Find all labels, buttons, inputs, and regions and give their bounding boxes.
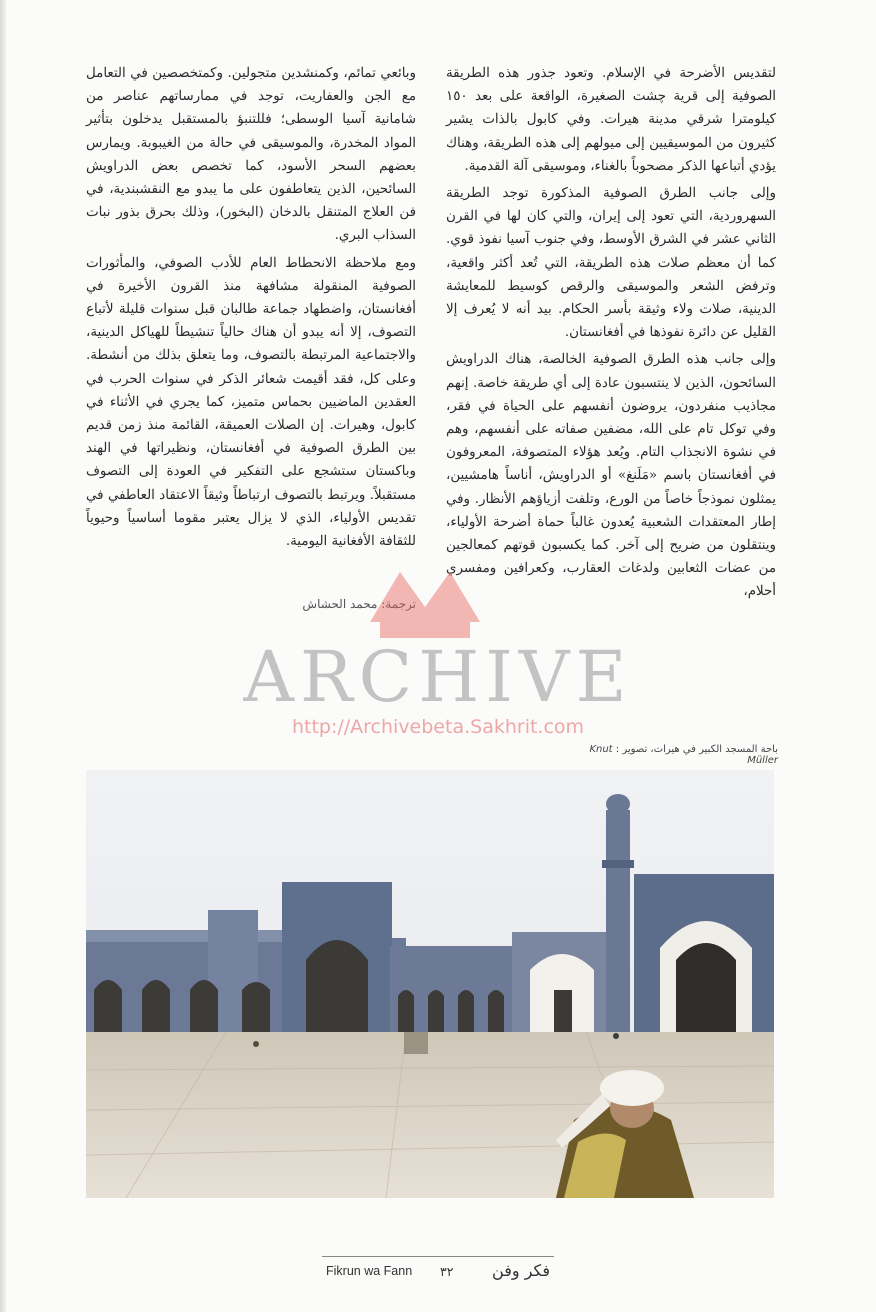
paragraph: وإلى جانب هذه الطرق الصوفية الخالصة، هناك الدراويش السائحون، الذين لا ينتسبون عادة إلى أي طريقة خاصة. إنهم مجاذيب منفردون، يروضون أنفسهم على الحياة في فقر، وفي توكل تام على الله، مضفين صفاته على أنفسهم، وهم في نشوة الانجذاب التام. ويُعد هؤلاء المتصوفة، المعروفون في أفغانستان باسم «مَلَنغ» أو الدراويش، أناساً هامشيين، يمثلون نموذجاً خاصاً من الورع، وتلفت أزياؤهم الأنظار. وفي إطار المعتقدات الشعبية يُعدون غالباً حماة أضرحة الأولياء، وينتقلون من ضريح إلى آخر. كما يكسبون قوتهم كمعالجين من عضات الثعابين ولدغات العقارب، وكعرافين ومفسري أحلام، <box>446 352 776 600</box>
paragraph: لتقديس الأضرحة في الإسلام. وتعود جذور هذه الطريقة الصوفية إلى قرية چشت الصغيرة، الواقعة على بعد ١٥٠ كيلومترا شرقي مدينة هيرات. وفي كابول بالذات يشير كثيرون من الموسيقيين إلى ميولهم إلى هذه الطريقة، وهناك يؤدي أتباعها الذكر مصحوباً بالغناء، وموسيقى آلة القدمية. <box>446 66 776 174</box>
watermark-title: ARCHIVE <box>243 636 633 718</box>
caption-text: باحة المسجد الكبير في هيرات، تصوير : <box>615 744 778 755</box>
paragraph: وإلى جانب الطرق الصوفية المذكورة توجد الطريقة السهروردية، التي تعود إلى إيران، والتي كان لها في القرن الثاني عشر في الشرق الأوسط، وفي جنوب آسيا نفوذ قوي. كما أن معظم صلات هذه الطريقة، التي تُعد أكثر واقعية، وترفض الشعر والموسيقى والرقص كوسيط للمعايشة الدينية، صلات ولاء وثيقة بأسر الحكام. بيد أنه لا يُعرف إلا القليل عن دائرة نفوذها في أفغانستان. <box>446 186 776 341</box>
mosque-courtyard-photo <box>86 770 774 1198</box>
paragraph: وبائعي تمائم، وكمنشدين متجولين. وكمتخصصين في التعامل مع الجن والعفاريت، توجد في ممارساتهم عناصر من شامانية آسيا الوسطى؛ فللتنبؤ بالمستقبل يدخلون بتأثير المواد المخدرة، والموسيقى في حالة من الغيبوبة. ويمارس بعضهم السحر الأسود، كما تخصص بعض الدراويش السائحين، الذين يتعاطفون على ما يبدو مع النقشبندية، في فن العلاج المتنقل بالدخان (البخور)، وذلك بحرق بذور نبات السذاب البري. <box>86 66 416 244</box>
footer-rule <box>322 1256 554 1257</box>
translator-credit: ترجمة: محمد الحشاش <box>302 597 416 612</box>
mosque-illustration <box>86 770 774 1198</box>
page-number: ٣٢ <box>440 1264 454 1279</box>
watermark-url: http://Archivebeta.Sakhrit.com <box>291 716 585 738</box>
magazine-name-ar: فكر وفن <box>492 1261 550 1280</box>
photo-credit: Knut Müller <box>589 744 778 766</box>
article-column-left <box>86 62 416 620</box>
watermark-logo-icon <box>360 562 490 642</box>
article-column-right <box>446 62 776 608</box>
paragraph: ومع ملاحظة الانحطاط العام للأدب الصوفي، والمأثورات الصوفية المنقولة مشافهة منذ القرون الأخيرة في أفغانستان، واضطهاد جماعة طالبان قبل سنوات قليلة لأتباع التصوف، إلا أنه يبدو أن هناك حالياً تنشيطاً للهياكل الدينية، والاجتماعية المرتبطة بالتصوف، وما يتعلق بذلك من أنشطة. وعلى كل، فقد أقيمت شعائر الذكر في سنوات الحرب في العقدين الماضيين بحماس متميز، كما يجري في الأثناء في كابول، وهيرات. إن الصلات العميقة، القائمة منذ زمن قديم بين الطرق الصوفية في أفغانستان، ونظيراتها في الهند وباكستان ستشجع على التفكير في العودة إلى التصوف مستقبلاً. ويرتبط بالتصوف ارتباطاً وثيقاً الاعتقاد العاطفي في تقديس الأولياء، الذي لا يزال يعتبر مقوما أساسياً وحيوياً للثقافة الأفغانية اليومية. <box>86 255 416 550</box>
photo-caption <box>556 744 778 766</box>
magazine-name-en: Fikrun wa Fann <box>326 1264 413 1278</box>
page-edge <box>0 0 6 1312</box>
